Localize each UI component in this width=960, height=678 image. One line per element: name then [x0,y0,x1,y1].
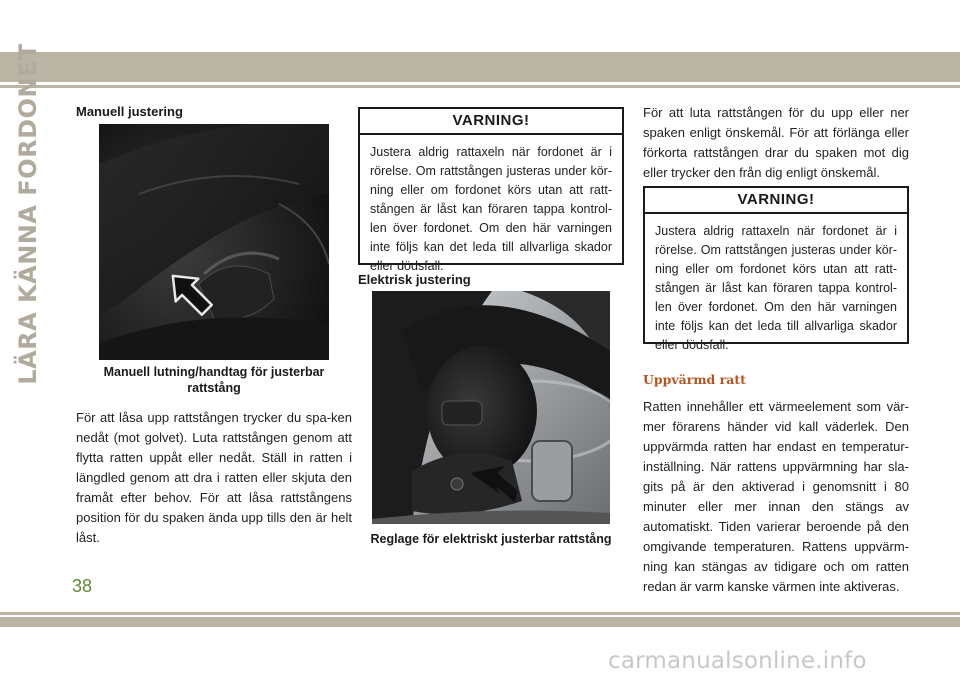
warning-box [358,107,624,273]
heated-wheel-text: Ratten innehåller ett värmeelement som vär-mer förarens händer vid kall väderlek. Den uppvärmda ratten har endast en temperatur-inställning. När rattens uppvärmning har sla-gits på är den aktiverad i genomsnitt i 80 minuter eller mer innan den stängs av automatiskt. Tiden varierar beroende på den omgivande temperaturen. Rattens uppvärm-ning kan stängas av tidigare och om ratten redan är varm kanske värmen inte aktiveras. [643,399,909,594]
electric-adjustment-heading: Elektrisk justering [358,272,471,287]
page-number: 38 [72,576,93,596]
manual-lever-photo [99,124,329,360]
caption-line: rattstång [187,380,241,395]
electric-adjustment-text: För att luta rattstången för du upp eller ner spaken enligt önskemål. För att förlänga eller förkorta rattstången drar du spaken mot dig eller trycker den från dig enligt önskemål. [643,105,909,180]
warning-title: VARNING! [360,109,622,135]
header-rule [0,85,960,88]
chapter-title: LÄRA KÄNNA FORDONET [14,43,43,385]
chapter-side-label [8,43,48,385]
electric-lever-caption: Reglage för elektriskt justerbar rattstång [370,532,612,546]
footer-rule [0,612,960,615]
heated-wheel-title: Uppvärmd ratt [643,372,746,387]
warning-box [643,186,909,352]
warning-text: Justera aldrig rattaxeln när fordonet är i rörelse. Om rattstången justeras under kör-ning eller om fordonet körs utan att ratt-stången är låst kan föraren tappa kontrol-len över fordonet. Om den här varningen inte följs kan det leda till allvarliga skador eller dödsfall. [655,224,897,352]
warning-title: VARNING! [645,188,907,214]
electric-lever-photo [372,291,610,524]
manual-lever-caption [76,365,352,396]
manual-adjustment-heading: Manuell justering [76,104,183,119]
footer-band [0,617,960,627]
watermark: carmanualsonline.info [608,648,867,674]
caption-line: Manuell lutning/handtag för justerbar [103,365,325,379]
header-band [0,52,960,82]
warning-text: Justera aldrig rattaxeln när fordonet är i rörelse. Om rattstången justeras under kör-ning eller om fordonet körs utan att ratt-stången är låst kan föraren tappa kontrol-len över fordonet. Om den här varningen inte följs kan det leda till allvarliga skador eller dödsfall. [370,145,612,273]
manual-adjustment-text: För att låsa upp rattstången trycker du spa-ken nedåt (mot golvet). Luta rattstången genom att flytta ratten uppåt eller nedåt. Ställ in ratten i längdled genom att dra i ratten eller skjuta den framåt efter behov. För att låsa rattstångens position för du spaken ända upp tills den är helt låst. [76,410,352,545]
